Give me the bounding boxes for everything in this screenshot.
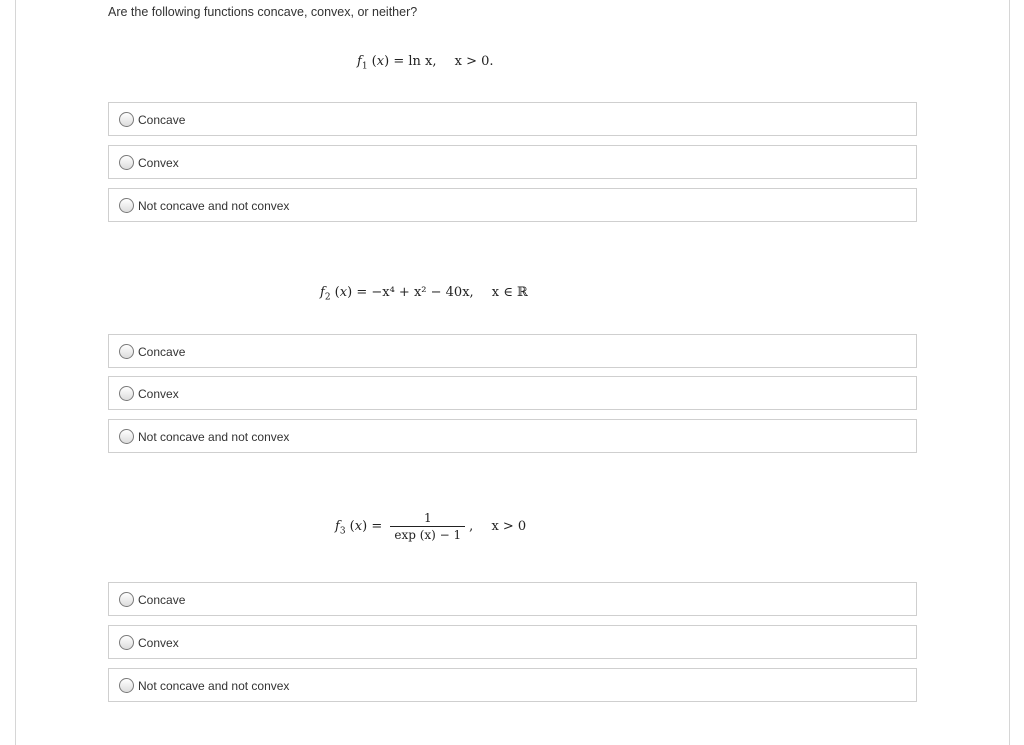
f2-option-concave[interactable]: Concave bbox=[108, 334, 917, 368]
f1-option-concave[interactable]: Concave bbox=[108, 102, 917, 136]
radio-button[interactable] bbox=[119, 678, 134, 693]
f3-option-neither[interactable]: Not concave and not convex bbox=[108, 668, 917, 702]
f1-option-convex[interactable]: Convex bbox=[108, 145, 917, 179]
radio-button[interactable] bbox=[119, 155, 134, 170]
radio-button[interactable] bbox=[119, 198, 134, 213]
function-3-formula: $f_3$ (x) = $\frac{1}{\exp (x) - 1}$ , x > 0 bbox=[335, 511, 527, 542]
radio-button[interactable] bbox=[119, 386, 134, 401]
radio-button[interactable] bbox=[119, 592, 134, 607]
f3-option-concave[interactable]: Concave bbox=[108, 582, 917, 616]
f2-option-neither[interactable]: Not concave and not convex bbox=[108, 419, 917, 453]
function-2-formula: $f_2$ (x) = −x⁴ + x² − 40x, x ∈ ℝ bbox=[320, 285, 528, 303]
function-1-formula: $f_1$ (x) = ln x, x > 0. bbox=[357, 54, 494, 72]
radio-button[interactable] bbox=[119, 344, 134, 359]
radio-button[interactable] bbox=[119, 112, 134, 127]
radio-button[interactable] bbox=[119, 635, 134, 650]
question-text: Are the following functions concave, convex, or neither? bbox=[108, 5, 418, 19]
radio-button[interactable] bbox=[119, 429, 134, 444]
f3-option-convex[interactable]: Convex bbox=[108, 625, 917, 659]
f2-option-convex[interactable]: Convex bbox=[108, 376, 917, 410]
f1-option-neither[interactable]: Not concave and not convex bbox=[108, 188, 917, 222]
fraction: $\frac{1}{\exp (x) - 1}$ bbox=[390, 511, 465, 542]
